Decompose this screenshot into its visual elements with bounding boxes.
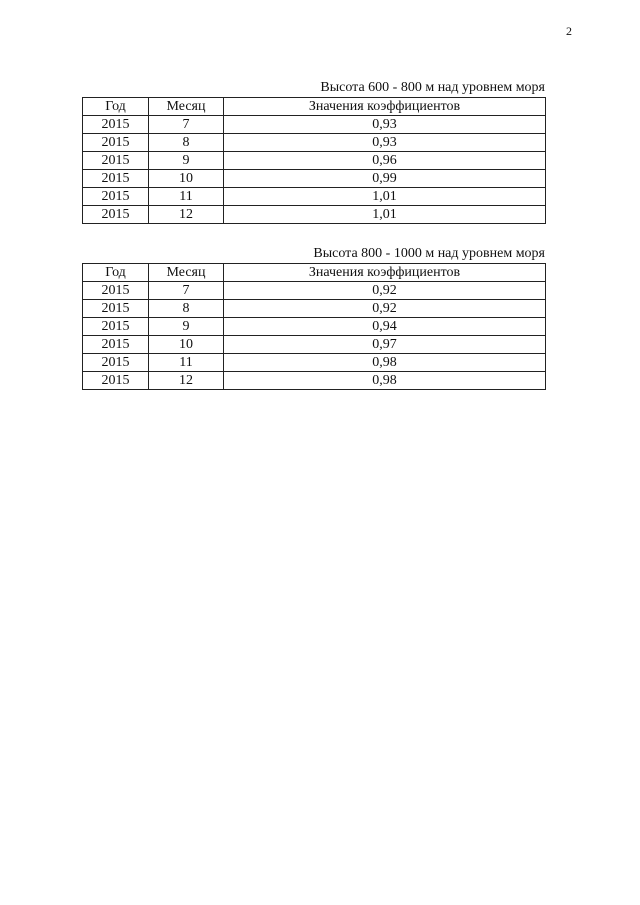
cell-month: 8	[149, 300, 224, 318]
coefficients-table	[82, 97, 546, 224]
cell-year: 2015	[83, 300, 149, 318]
cell-value: 0,93	[224, 134, 546, 152]
table-caption: Высота 600 - 800 м над уровнем моря	[320, 80, 545, 95]
table-row	[83, 372, 546, 390]
cell-value: 0,98	[224, 354, 546, 372]
cell-value: 1,01	[224, 206, 546, 224]
header-year: Год	[83, 264, 149, 282]
cell-month: 10	[149, 336, 224, 354]
cell-year: 2015	[83, 134, 149, 152]
cell-month: 12	[149, 372, 224, 390]
cell-month: 9	[149, 318, 224, 336]
cell-value: 0,96	[224, 152, 546, 170]
cell-value: 0,92	[224, 300, 546, 318]
cell-value: 0,92	[224, 282, 546, 300]
table-caption: Высота 800 - 1000 м над уровнем моря	[313, 246, 545, 261]
cell-year: 2015	[83, 188, 149, 206]
cell-value: 0,97	[224, 336, 546, 354]
cell-year: 2015	[83, 116, 149, 134]
header-month: Месяц	[149, 264, 224, 282]
table-row	[83, 188, 546, 206]
cell-year: 2015	[83, 282, 149, 300]
coefficients-table	[82, 263, 546, 390]
cell-value: 0,94	[224, 318, 546, 336]
table-row	[83, 336, 546, 354]
cell-value: 1,01	[224, 188, 546, 206]
cell-month: 9	[149, 152, 224, 170]
cell-value: 0,99	[224, 170, 546, 188]
cell-value: 0,98	[224, 372, 546, 390]
table-row	[83, 282, 546, 300]
cell-month: 7	[149, 116, 224, 134]
cell-month: 11	[149, 354, 224, 372]
table-block-600-800	[82, 80, 545, 224]
cell-year: 2015	[83, 318, 149, 336]
cell-year: 2015	[83, 336, 149, 354]
table-row	[83, 318, 546, 336]
header-value: Значения коэффициентов	[224, 98, 546, 116]
header-month: Месяц	[149, 98, 224, 116]
page-number: 2	[566, 24, 572, 38]
cell-year: 2015	[83, 354, 149, 372]
table-row	[83, 134, 546, 152]
table-block-800-1000	[82, 246, 545, 390]
table-row	[83, 354, 546, 372]
cell-year: 2015	[83, 206, 149, 224]
table-row	[83, 116, 546, 134]
cell-month: 8	[149, 134, 224, 152]
cell-month: 12	[149, 206, 224, 224]
cell-year: 2015	[83, 372, 149, 390]
cell-month: 11	[149, 188, 224, 206]
cell-month: 7	[149, 282, 224, 300]
table-row	[83, 206, 546, 224]
header-year: Год	[83, 98, 149, 116]
cell-year: 2015	[83, 170, 149, 188]
table-header-row	[83, 264, 546, 282]
table-row	[83, 152, 546, 170]
cell-year: 2015	[83, 152, 149, 170]
cell-month: 10	[149, 170, 224, 188]
table-row	[83, 170, 546, 188]
table-row	[83, 300, 546, 318]
header-value: Значения коэффициентов	[224, 264, 546, 282]
table-header-row	[83, 98, 546, 116]
cell-value: 0,93	[224, 116, 546, 134]
